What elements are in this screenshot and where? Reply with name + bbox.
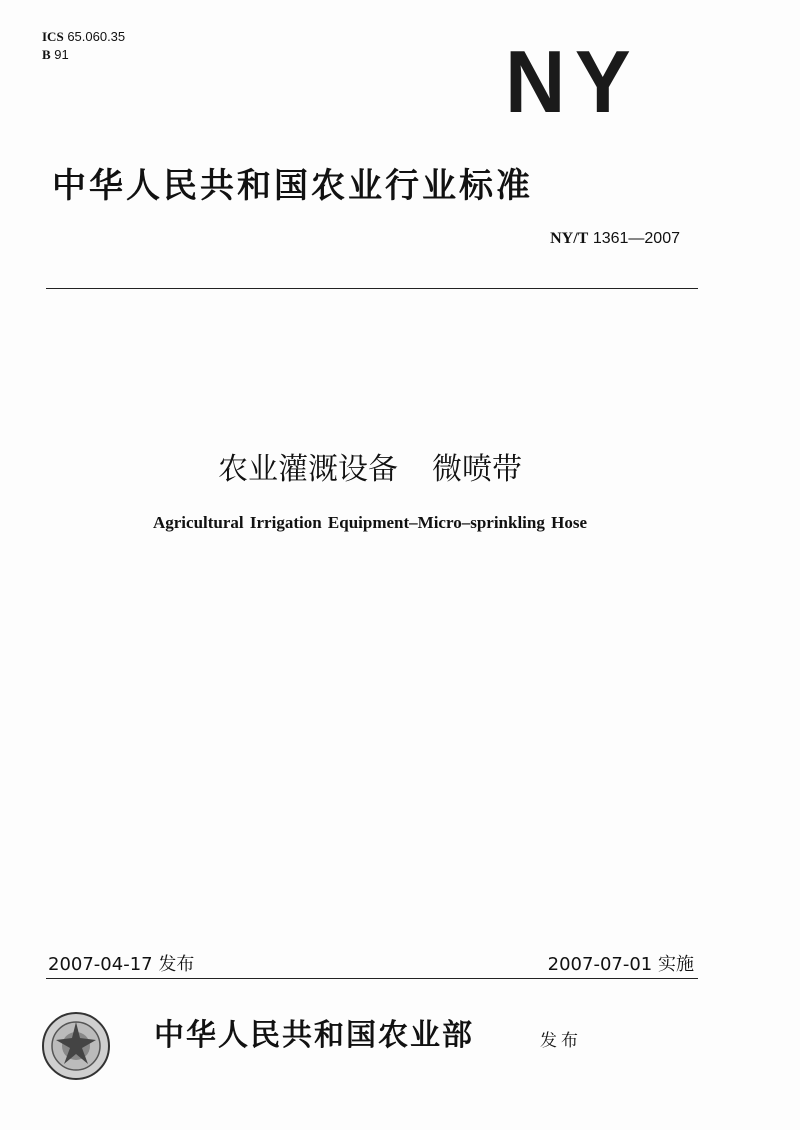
bottom-divider <box>46 978 698 979</box>
document-title-en: Agricultural Irrigation Equipment–Micro–sprinkling Hose <box>152 513 587 532</box>
ccs-line: B 91 <box>42 47 69 62</box>
ics-line: ICS 65.060.35 <box>42 29 126 44</box>
standard-category: 中华人民共和国农业行业标准 <box>52 166 533 206</box>
document-title-cn: 农业灌溉设备 微喷带 <box>218 452 522 487</box>
effective-date: 2007-07-01 实施 <box>547 954 694 975</box>
issuer-name: 中华人民共和国农业部 <box>154 1018 474 1053</box>
standard-number: NY/T 1361—2007 <box>550 230 680 247</box>
classification-codes <box>42 28 125 64</box>
top-divider <box>46 288 698 289</box>
ministry-seal-icon <box>40 1010 112 1082</box>
ny-logo: NY <box>505 32 641 131</box>
issuer-suffix: 发布 <box>540 1031 582 1051</box>
publish-date: 2007-04-17 发布 <box>48 954 195 975</box>
